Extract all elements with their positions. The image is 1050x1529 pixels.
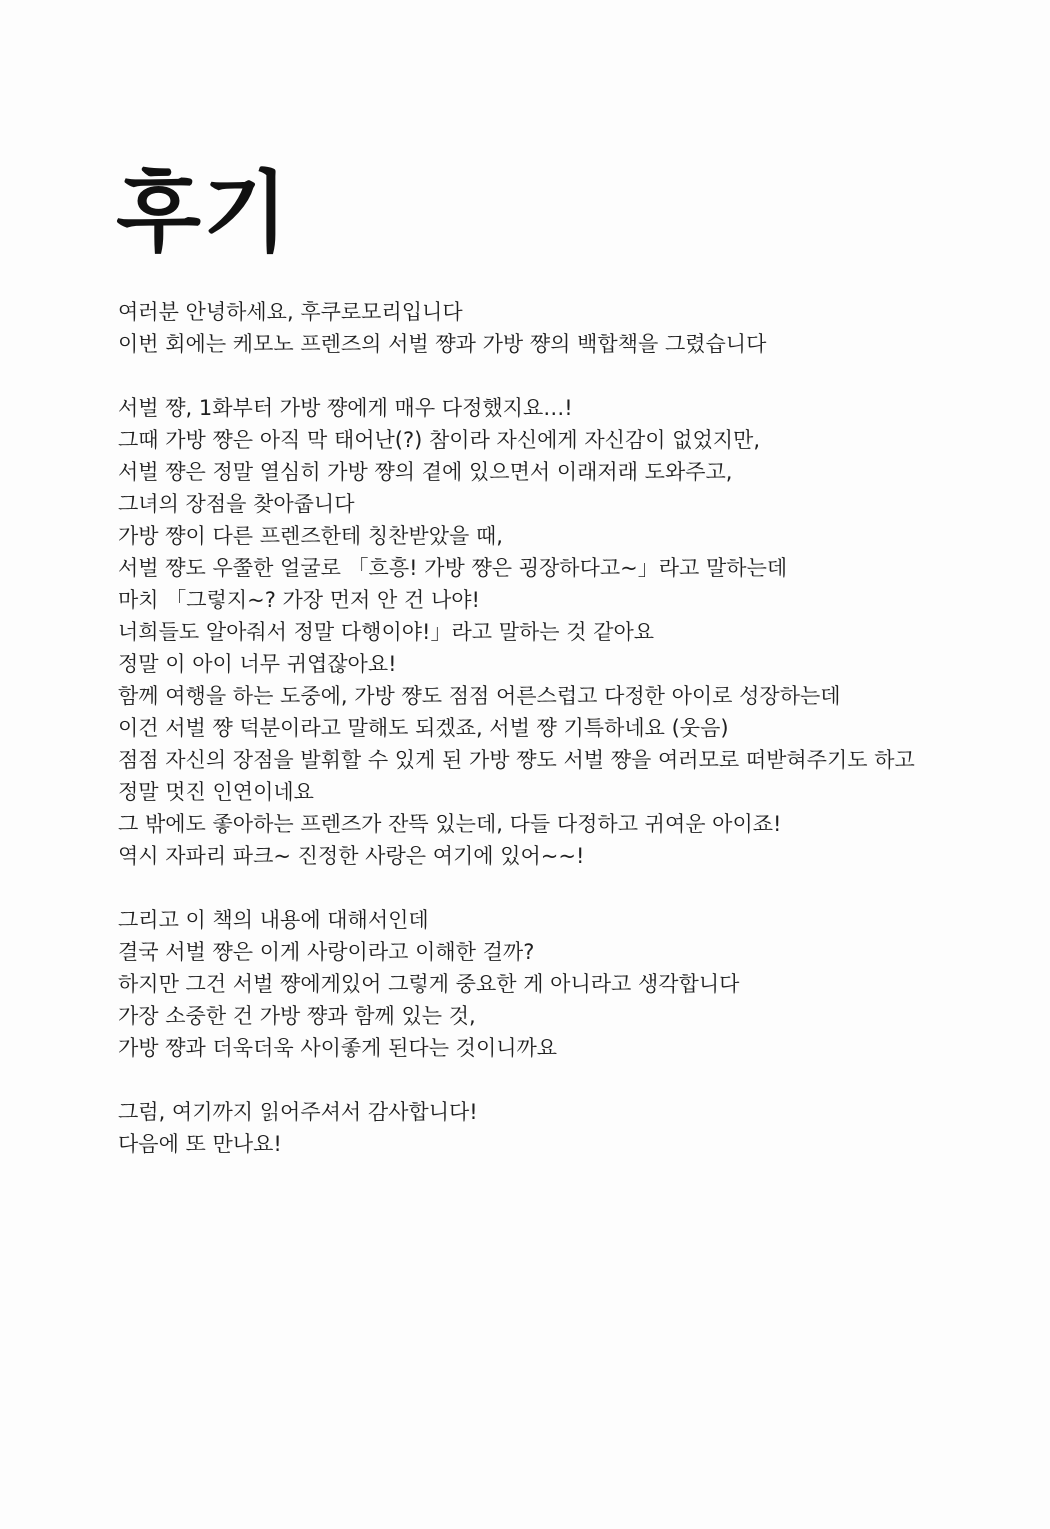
text-line: 서벌 쨩은 정말 열심히 가방 쨩의 곁에 있으면서 이래저래 도와주고, [118, 460, 733, 484]
text-line: 가방 쨩과 더욱더욱 사이좋게 된다는 것이니까요 [118, 1036, 558, 1060]
text-line: 마치 「그렇지~? 가장 먼저 안 건 나야! [118, 588, 480, 612]
paragraph [118, 904, 1018, 1064]
text-line: 서벌 쨩도 우쭐한 얼굴로 「흐흥! 가방 쨩은 굉장하다고~」라고 말하는데 [118, 556, 788, 580]
text-line: 함께 여행을 하는 도중에, 가방 쨩도 점점 어른스럽고 다정한 아이로 성장하는데 [118, 684, 841, 708]
text-line: 점점 자신의 장점을 발휘할 수 있게 된 가방 쨩도 서벌 쨩을 여러모로 떠받혀주기도 하고 [118, 748, 915, 772]
text-line: 그 밖에도 좋아하는 프렌즈가 잔뜩 있는데, 다들 다정하고 귀여운 아이죠! [118, 812, 782, 836]
text-line: 가장 소중한 건 가방 쨩과 함께 있는 것, [118, 1004, 476, 1028]
paragraph [118, 1096, 1018, 1160]
text-line: 너희들도 알아줘서 정말 다행이야!」라고 말하는 것 같아요 [118, 620, 655, 644]
text-line: 정말 이 아이 너무 귀엽잖아요! [118, 652, 397, 676]
page-title: 후기 [116, 161, 291, 264]
text-line: 서벌 쨩, 1화부터 가방 쨩에게 매우 다정했지요…! [118, 396, 573, 420]
text-line: 다음에 또 만나요! [118, 1132, 282, 1156]
text-line: 가방 쨩이 다른 프렌즈한테 칭찬받았을 때, [118, 524, 503, 548]
text-line: 역시 자파리 파크~ 진정한 사랑은 여기에 있어~~! [118, 844, 585, 868]
paragraph [118, 296, 1018, 360]
text-line: 여러분 안녕하세요, 후쿠로모리입니다 [118, 300, 463, 324]
text-line: 이건 서벌 쨩 덕분이라고 말해도 되겠죠, 서벌 쨩 기특하네요 (웃음) [118, 716, 729, 740]
afterword-body [118, 296, 1018, 1192]
text-line: 이번 회에는 케모노 프렌즈의 서벌 쨩과 가방 쨩의 백합책을 그렸습니다 [118, 332, 767, 356]
text-line: 그녀의 장점을 찾아줍니다 [118, 492, 355, 516]
paragraph [118, 392, 1018, 872]
text-line: 하지만 그건 서벌 쨩에게있어 그렇게 중요한 게 아니라고 생각합니다 [118, 972, 740, 996]
text-line: 결국 서벌 쨩은 이게 사랑이라고 이해한 걸까? [118, 940, 535, 964]
text-line: 정말 멋진 인연이네요 [118, 780, 314, 804]
text-line: 그럼, 여기까지 읽어주셔서 감사합니다! [118, 1100, 478, 1124]
text-line: 그리고 이 책의 내용에 대해서인데 [118, 908, 429, 932]
text-line: 그때 가방 쨩은 아직 막 태어난(?) 참이라 자신에게 자신감이 없었지만, [118, 428, 761, 452]
